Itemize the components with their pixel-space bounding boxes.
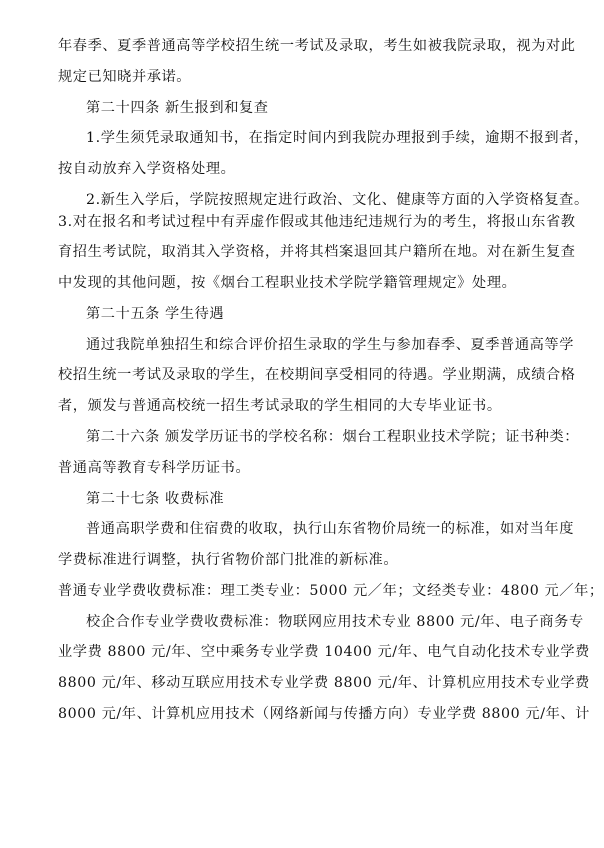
text-line: 中发现的其他问题，按《烟台工程职业技术学院学籍管理规定》处理。 bbox=[58, 275, 517, 292]
text-line: 2.新生入学后，学院按照规定进行政治、文化、健康等方面的入学资格复查。 bbox=[86, 191, 589, 208]
line-gap bbox=[58, 264, 544, 273]
text-line: 8000 元/年、计算机应用技术（网络新闻与传播方向）专业学费 8800 元/年、计 bbox=[58, 706, 590, 722]
line-gap bbox=[58, 541, 544, 550]
line-gap bbox=[58, 58, 544, 67]
line-gap bbox=[58, 695, 544, 704]
text-line: 8800 元/年、移动互联应用技术专业学费 8800 元/年、计算机应用技术专业学费 bbox=[58, 675, 590, 692]
text-line: 普通专业学费收费标准：理工类专业：5000 元／年；文经类专业：4800 元／年； bbox=[58, 582, 604, 599]
text-line: 普通高等教育专科学历证书。 bbox=[58, 459, 251, 476]
text-line: 1.学生须凭录取通知书，在指定时间内到我院办理报到手续，逾期不报到者， bbox=[86, 130, 589, 147]
line-gap bbox=[58, 479, 544, 488]
text-line: 普通高职学费和住宿费的收取，执行山东省物价局统一的标准，如对当年度 bbox=[86, 521, 574, 538]
text-line: 学费标准进行调整，执行省物价部门批准的新标准。 bbox=[58, 552, 399, 569]
line-gap bbox=[58, 387, 544, 396]
line-gap bbox=[58, 664, 544, 673]
line-gap bbox=[58, 602, 544, 611]
text-line: 按自动放弃入学资格处理。 bbox=[58, 161, 236, 178]
line-gap bbox=[58, 119, 544, 128]
text-line: 第二十七条 收费标准 bbox=[86, 490, 225, 507]
document-body bbox=[58, 36, 604, 726]
line-gap bbox=[58, 325, 544, 334]
text-line: 业学费 8800 元/年、空中乘务专业学费 10400 元/年、电气自动化技术专业学费 bbox=[58, 644, 590, 661]
text-line: 校企合作专业学费收费标准：物联网应用技术专业 8800 元/年、电子商务专 bbox=[86, 613, 584, 630]
line-gap bbox=[58, 510, 544, 519]
line-gap bbox=[58, 633, 544, 642]
line-gap bbox=[58, 295, 544, 304]
text-line: 第二十五条 学生待遇 bbox=[86, 305, 225, 322]
line-gap bbox=[58, 181, 544, 190]
line-gap bbox=[58, 88, 544, 97]
line-gap bbox=[58, 418, 544, 427]
line-gap bbox=[58, 356, 544, 365]
text-line: 规定已知晓并承诺。 bbox=[58, 68, 192, 85]
text-line: 年春季、夏季普通高等学校招生统一考试及录取，考生如被我院录取，视为对此 bbox=[58, 38, 576, 54]
text-line: 育招生考试院，取消其入学资格，并将其档案退回其户籍所在地。对在新生复查 bbox=[58, 244, 576, 261]
text-line: 通过我院单独招生和综合评价招生录取的学生与参加春季、夏季普通高等学 bbox=[86, 336, 574, 353]
text-line: 第二十六条 颁发学历证书的学校名称：烟台工程职业技术学院；证书种类： bbox=[86, 428, 580, 445]
line-gap bbox=[58, 449, 544, 458]
text-line: 3.对在报名和考试过程中有弄虚作假或其他违纪违规行为的考生，将报山东省教 bbox=[58, 213, 576, 230]
text-line: 者，颁发与普通高校统一招生考试录取的学生相同的大专毕业证书。 bbox=[58, 398, 502, 415]
text-line: 第二十四条 新生报到和复查 bbox=[86, 99, 269, 116]
line-gap bbox=[58, 572, 544, 581]
line-gap bbox=[58, 150, 544, 159]
line-gap bbox=[58, 233, 544, 242]
document-page bbox=[58, 36, 604, 726]
text-line: 校招生统一考试及录取的学生，在校期间享受相同的待遇。学业期满，成绩合格 bbox=[58, 367, 576, 384]
